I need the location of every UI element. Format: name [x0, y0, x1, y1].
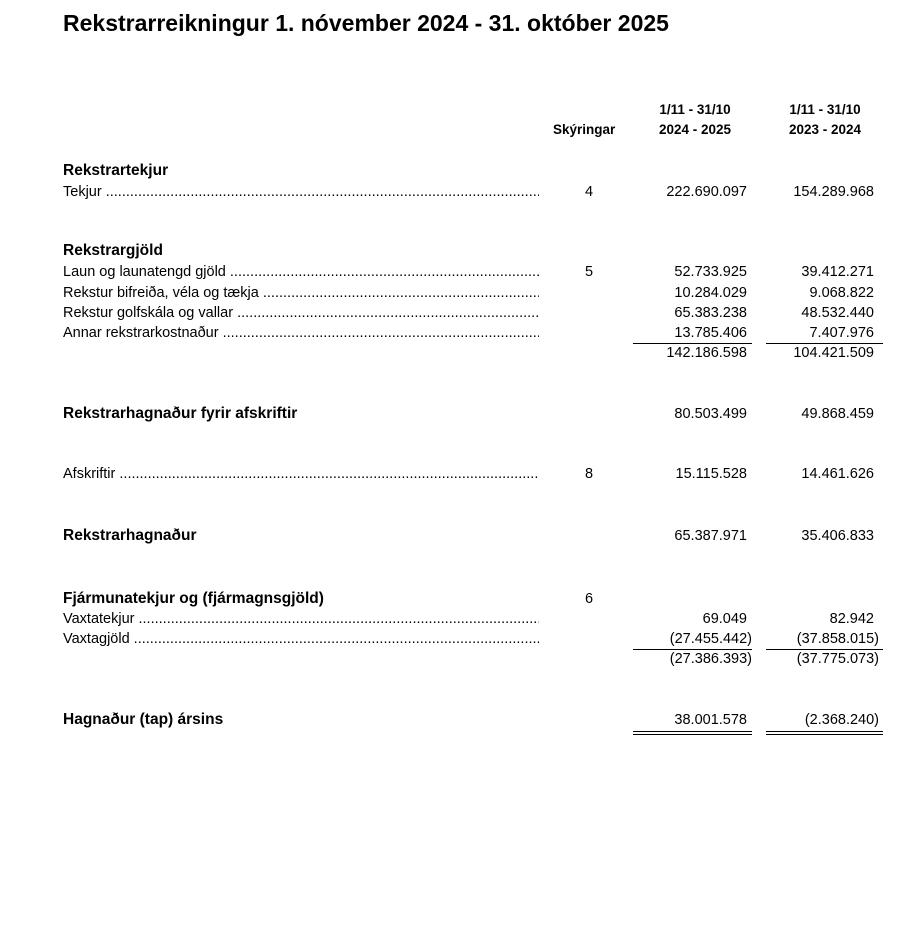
row-note: 6 — [584, 591, 594, 607]
row-value-current: (27.455.442) — [669, 631, 752, 647]
section-heading-revenue: Rekstrartekjur — [63, 162, 169, 179]
page-title: Rekstrarreikningur 1. nóvember 2024 - 31. október 2025 — [63, 10, 669, 36]
row-value-current: 10.284.029 — [674, 285, 747, 301]
row-value-current: 65.387.971 — [674, 528, 747, 544]
row-label: Annar rekstrarkostnaður ..... — [63, 323, 539, 343]
row-value-prior: 48.532.440 — [801, 305, 874, 321]
row-value-current: 65.383.238 — [674, 305, 747, 321]
row-value-current: 52.733.925 — [674, 264, 747, 280]
row-value-prior: 35.406.833 — [801, 528, 874, 544]
column-header-current-year — [640, 100, 750, 140]
section-heading-expenses: Rekstrargjöld — [63, 242, 163, 259]
table-row — [63, 629, 883, 649]
row-label: Rekstrarhagnaður fyrir afskriftir — [63, 405, 298, 422]
row-note: 5 — [584, 264, 594, 280]
row-value-prior: 49.868.459 — [801, 406, 874, 422]
row-value-current: 13.785.406 — [674, 325, 747, 341]
row-value-prior: (37.858.015) — [796, 631, 879, 647]
table-row — [63, 303, 883, 323]
column-header-prior-year — [770, 100, 880, 140]
table-row — [63, 283, 883, 303]
expenses-total-current: 142.186.598 — [666, 345, 747, 361]
financial-total-current: (27.386.393) — [669, 651, 752, 667]
row-value-current: 69.049 — [702, 611, 747, 627]
total-double-rule-prior — [766, 731, 883, 735]
table-row — [63, 609, 883, 629]
row-label: Afskriftir ..... — [63, 464, 539, 484]
row-note: 8 — [584, 466, 594, 482]
table-row — [63, 262, 883, 282]
table-row — [63, 182, 883, 202]
summary-row-net-result — [63, 710, 883, 730]
row-label: Rekstrarhagnaður — [63, 527, 197, 544]
row-label: Vaxtagjöld ..... — [63, 629, 539, 649]
column-header-prior-years: 2023 - 2024 — [788, 122, 862, 137]
table-row — [63, 323, 883, 343]
row-label: Tekjur ..... — [63, 182, 539, 202]
row-label: Hagnaður (tap) ársins — [63, 711, 224, 728]
row-label: Rekstur bifreiða, véla og tækja ..... — [63, 283, 539, 303]
row-value-current: 15.115.528 — [675, 466, 747, 482]
section-heading-label: Fjármunatekjur og (fjármagnsgjöld) — [63, 590, 324, 607]
column-header-prior-period: 1/11 - 31/10 — [789, 102, 861, 117]
column-header-current-years: 2024 - 2025 — [658, 122, 732, 137]
row-value-prior: 154.289.968 — [793, 184, 874, 200]
subtotal-row — [63, 649, 883, 669]
total-double-rule-current — [633, 731, 752, 735]
notes-column-header: Skýringar — [553, 122, 616, 137]
row-value-current: 38.001.578 — [674, 712, 747, 728]
financial-total-prior: (37.775.073) — [796, 651, 879, 667]
row-value-prior: 82.942 — [829, 611, 874, 627]
row-value-prior: (2.368.240) — [804, 712, 879, 728]
row-value-current: 222.690.097 — [666, 184, 747, 200]
column-header-current-period: 1/11 - 31/10 — [659, 102, 731, 117]
section-heading-financial — [63, 589, 883, 609]
row-value-prior: 39.412.271 — [801, 264, 874, 280]
row-value-prior: 14.461.626 — [801, 466, 874, 482]
summary-row-ebitda — [63, 404, 883, 424]
subtotal-row — [63, 343, 883, 363]
table-row — [63, 464, 883, 484]
row-value-prior: 7.407.976 — [809, 325, 874, 341]
row-note: 4 — [584, 184, 594, 200]
summary-row-operating-profit — [63, 526, 883, 546]
row-value-prior: 9.068.822 — [809, 285, 874, 301]
row-value-current: 80.503.499 — [674, 406, 747, 422]
row-label: Rekstur golfskála og vallar ..... — [63, 303, 539, 323]
expenses-total-prior: 104.421.509 — [793, 345, 874, 361]
row-label: Laun og launatengd gjöld ..... — [63, 262, 539, 282]
row-label: Vaxtatekjur ..... — [63, 609, 539, 629]
